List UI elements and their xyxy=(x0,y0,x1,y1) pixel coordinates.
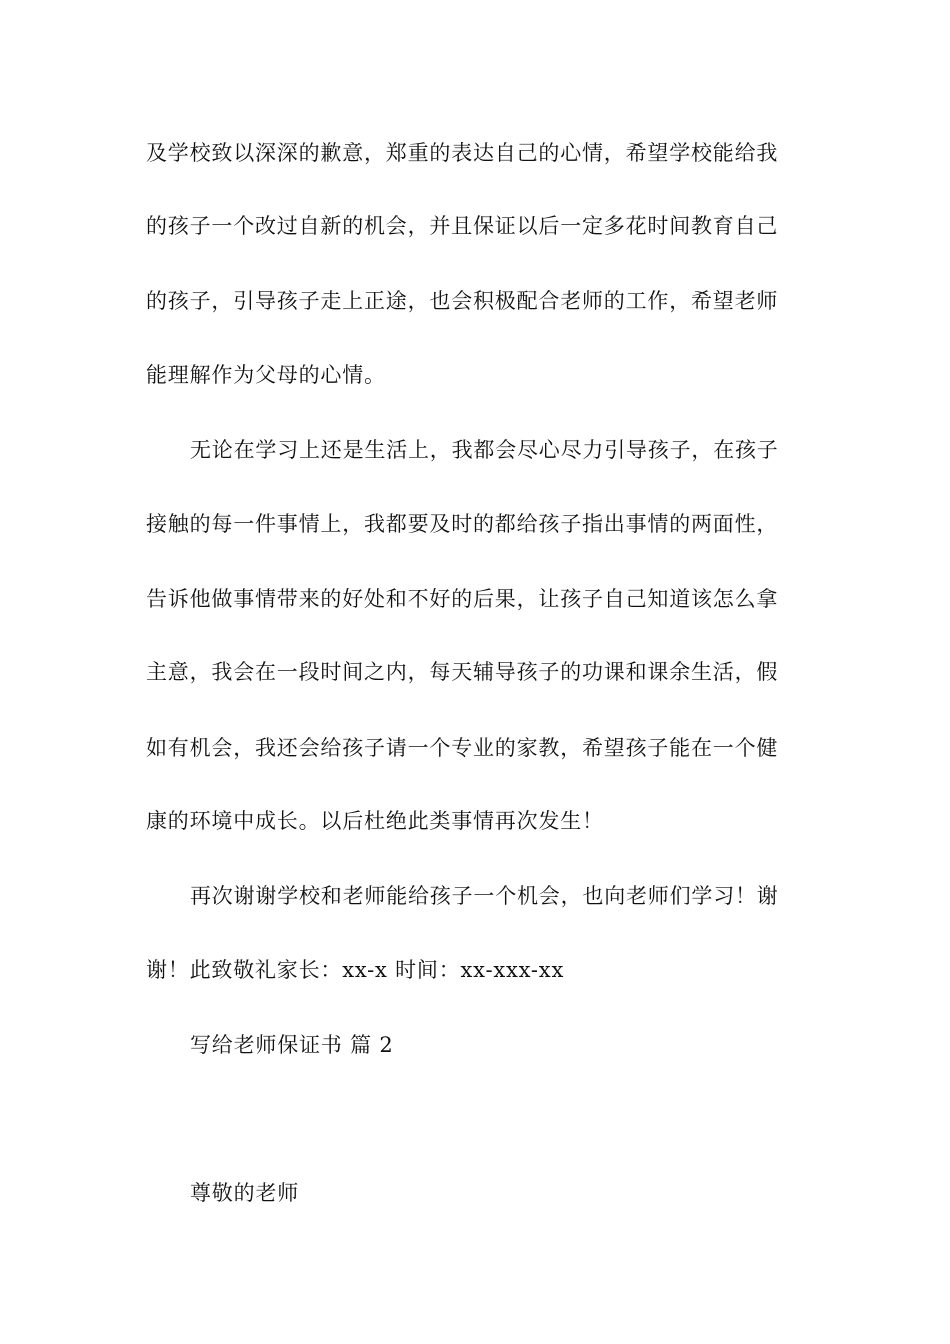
paragraph-line: 如有机会，我还会给孩子请一个专业的家教，希望孩子能在一个健 xyxy=(146,736,779,760)
paragraph-line: 无论在学习上还是生活上，我都会尽心尽力引导孩子，在孩子 xyxy=(190,438,779,462)
salutation: 尊敬的老师 xyxy=(190,1181,299,1205)
paragraph-line: 康的环境中成长。以后杜绝此类事情再次发生！ xyxy=(146,809,604,833)
paragraph-line: 的孩子，引导孩子走上正途，也会积极配合老师的工作，希望老师 xyxy=(146,289,779,313)
paragraph-line: 能理解作为父母的心情。 xyxy=(146,363,386,387)
paragraph-line: 主意，我会在一段时间之内，每天辅导孩子的功课和课余生活，假 xyxy=(146,660,779,684)
paragraph-line: 及学校致以深深的歉意，郑重的表达自己的心情，希望学校能给我 xyxy=(146,141,779,165)
paragraph-line: 再次谢谢学校和老师能给孩子一个机会，也向老师们学习！谢 xyxy=(190,884,779,908)
paragraph-line: 告诉他做事情带来的好处和不好的后果，让孩子自己知道该怎么拿 xyxy=(146,587,779,611)
section-heading: 写给老师保证书 篇 2 xyxy=(190,1033,394,1057)
paragraph-line: 接触的每一件事情上，我都要及时的都给孩子指出事情的两面性， xyxy=(146,512,779,536)
paragraph-line: 的孩子一个改过自新的机会，并且保证以后一定多花时间教育自己 xyxy=(146,214,779,238)
signature-line: 谢！此致敬礼家长：xx-x 时间：xx-xxx-xx xyxy=(146,958,565,982)
